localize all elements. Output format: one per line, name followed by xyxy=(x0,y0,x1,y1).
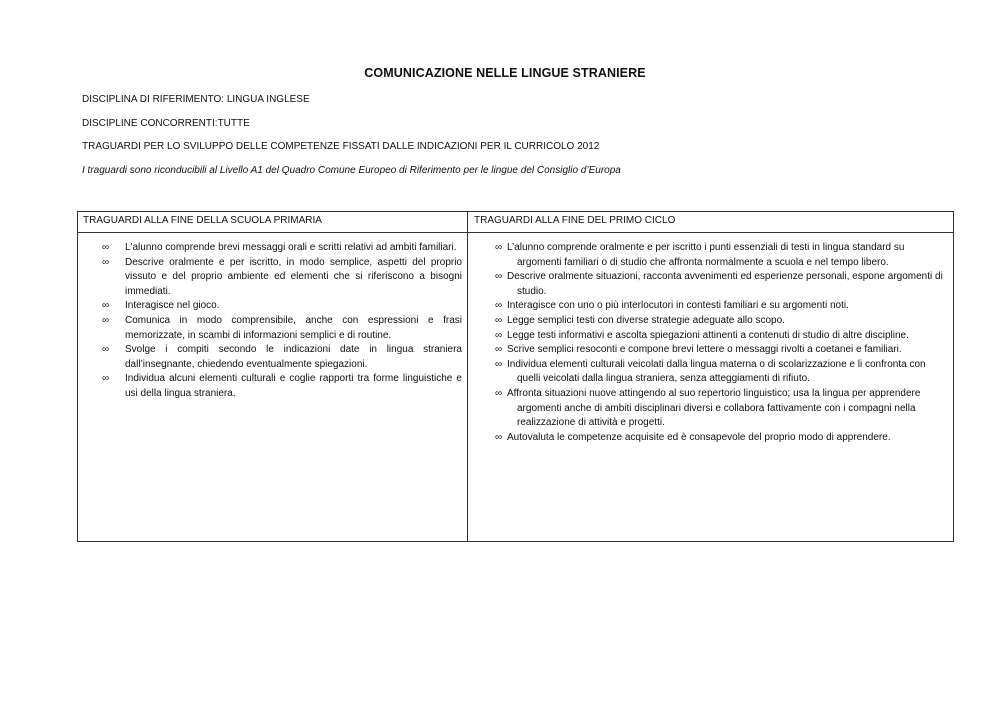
list-item: ∞ Affronta situazioni nuove attingendo al suo repertorio linguistico; usa la lingua per apprendere argomenti anche di ambiti disciplinari diversi e collabora fattivamente con i compagni nella realizzazione di attività e progetti. xyxy=(495,387,921,429)
infinity-bullet-icon: ∞ xyxy=(495,329,503,341)
infinity-bullet-icon: ∞ xyxy=(495,300,503,312)
infinity-bullet-icon: ∞ xyxy=(495,431,503,443)
column-divider xyxy=(467,212,468,541)
infinity-bullet-icon: ∞ xyxy=(495,387,503,399)
header-divider xyxy=(78,232,953,233)
list-item: ∞ L'alunno comprende brevi messaggi orali e scritti relativi ad ambiti familiari. xyxy=(102,241,462,256)
infinity-bullet-icon: ∞ xyxy=(102,344,110,356)
livello-note: I traguardi sono riconducibili al Livello A1 del Quadro Comune Europeo di Riferimento per le lingue del Consiglio d’Europa xyxy=(82,165,621,176)
infinity-bullet-icon: ∞ xyxy=(102,242,110,253)
header-primaria: TRAGUARDI ALLA FINE DELLA SCUOLA PRIMARIA xyxy=(83,215,322,226)
header-primo-ciclo: TRAGUARDI ALLA FINE DEL PRIMO CICLO xyxy=(474,215,676,226)
disciplina-line: DISCIPLINA DI RIFERIMENTO: LINGUA INGLESE xyxy=(82,94,310,105)
list-item: ∞ Scrive semplici resoconti e compone brevi lettere o messaggi rivolti a coetanei e familiari. xyxy=(495,343,945,358)
concorrenti-line: DISCIPLINE CONCORRENTI:TUTTE xyxy=(82,118,250,129)
infinity-bullet-icon: ∞ xyxy=(102,300,110,312)
page-title: COMUNICAZIONE NELLE LINGUE STRANIERE xyxy=(364,66,646,80)
list-item: ∞ Interagisce nel gioco. xyxy=(102,299,462,314)
infinity-bullet-icon: ∞ xyxy=(495,344,503,356)
infinity-bullet-icon: ∞ xyxy=(495,358,503,370)
infinity-bullet-icon: ∞ xyxy=(102,373,110,385)
list-item: ∞ Interagisce con uno o più interlocutori in contesti familiari e su argomenti noti. xyxy=(495,299,945,314)
infinity-bullet-icon: ∞ xyxy=(102,314,110,326)
list-item: ∞ Legge semplici testi con diverse strategie adeguate allo scopo. xyxy=(495,314,945,329)
infinity-bullet-icon: ∞ xyxy=(495,271,503,283)
list-item: ∞ Descrive oralmente situazioni, racconta avvenimenti ed esperienze personali, espone argomenti di studio. xyxy=(495,271,943,297)
list-item: ∞ Svolge i compiti secondo le indicazioni date in lingua straniera dall’insegnante, chiedendo eventualmente spiegazioni. xyxy=(102,344,462,370)
traguardi-table xyxy=(77,211,954,542)
list-item: ∞ Legge testi informativi e ascolta spiegazioni attinenti a contenuti di studio di altre discipline. xyxy=(495,329,945,344)
list-item: ∞ Individua alcuni elementi culturali e coglie rapporti tra forme linguistiche e usi della lingua straniera. xyxy=(102,373,462,399)
list-item: ∞ Autovaluta le competenze acquisite ed è consapevole del proprio modo di apprendere. xyxy=(495,431,945,446)
list-item: ∞ Descrive oralmente e per iscritto, in modo semplice, aspetti del proprio vissuto e del proprio ambiente ed elementi che si riferiscono a bisogni immediati. xyxy=(102,256,462,297)
primaria-list xyxy=(102,241,462,402)
primo-ciclo-list xyxy=(495,241,945,445)
list-item: ∞ Comunica in modo comprensibile, anche con espressioni e frasi memorizzate, in scambi di informazioni semplici e di routine. xyxy=(102,314,462,341)
list-item: ∞ L’alunno comprende oralmente e per iscritto i punti essenziali di testi in lingua standard su argomenti familiari o di studio che affronta normalmente a scuola e nel tempo libero. xyxy=(495,242,905,268)
traguardi-heading: TRAGUARDI PER LO SVILUPPO DELLE COMPETENZE FISSATI DALLE INDICAZIONI PER IL CURRICOLO 2012 xyxy=(82,141,600,152)
infinity-bullet-icon: ∞ xyxy=(495,242,503,253)
list-item: ∞ Individua elementi culturali veicolati dalla lingua materna o di scolarizzazione e li confronta con quelli veicolati dalla lingua straniera, senza atteggiamenti di rifiuto. xyxy=(495,358,926,385)
infinity-bullet-icon: ∞ xyxy=(102,256,110,268)
infinity-bullet-icon: ∞ xyxy=(495,314,503,326)
